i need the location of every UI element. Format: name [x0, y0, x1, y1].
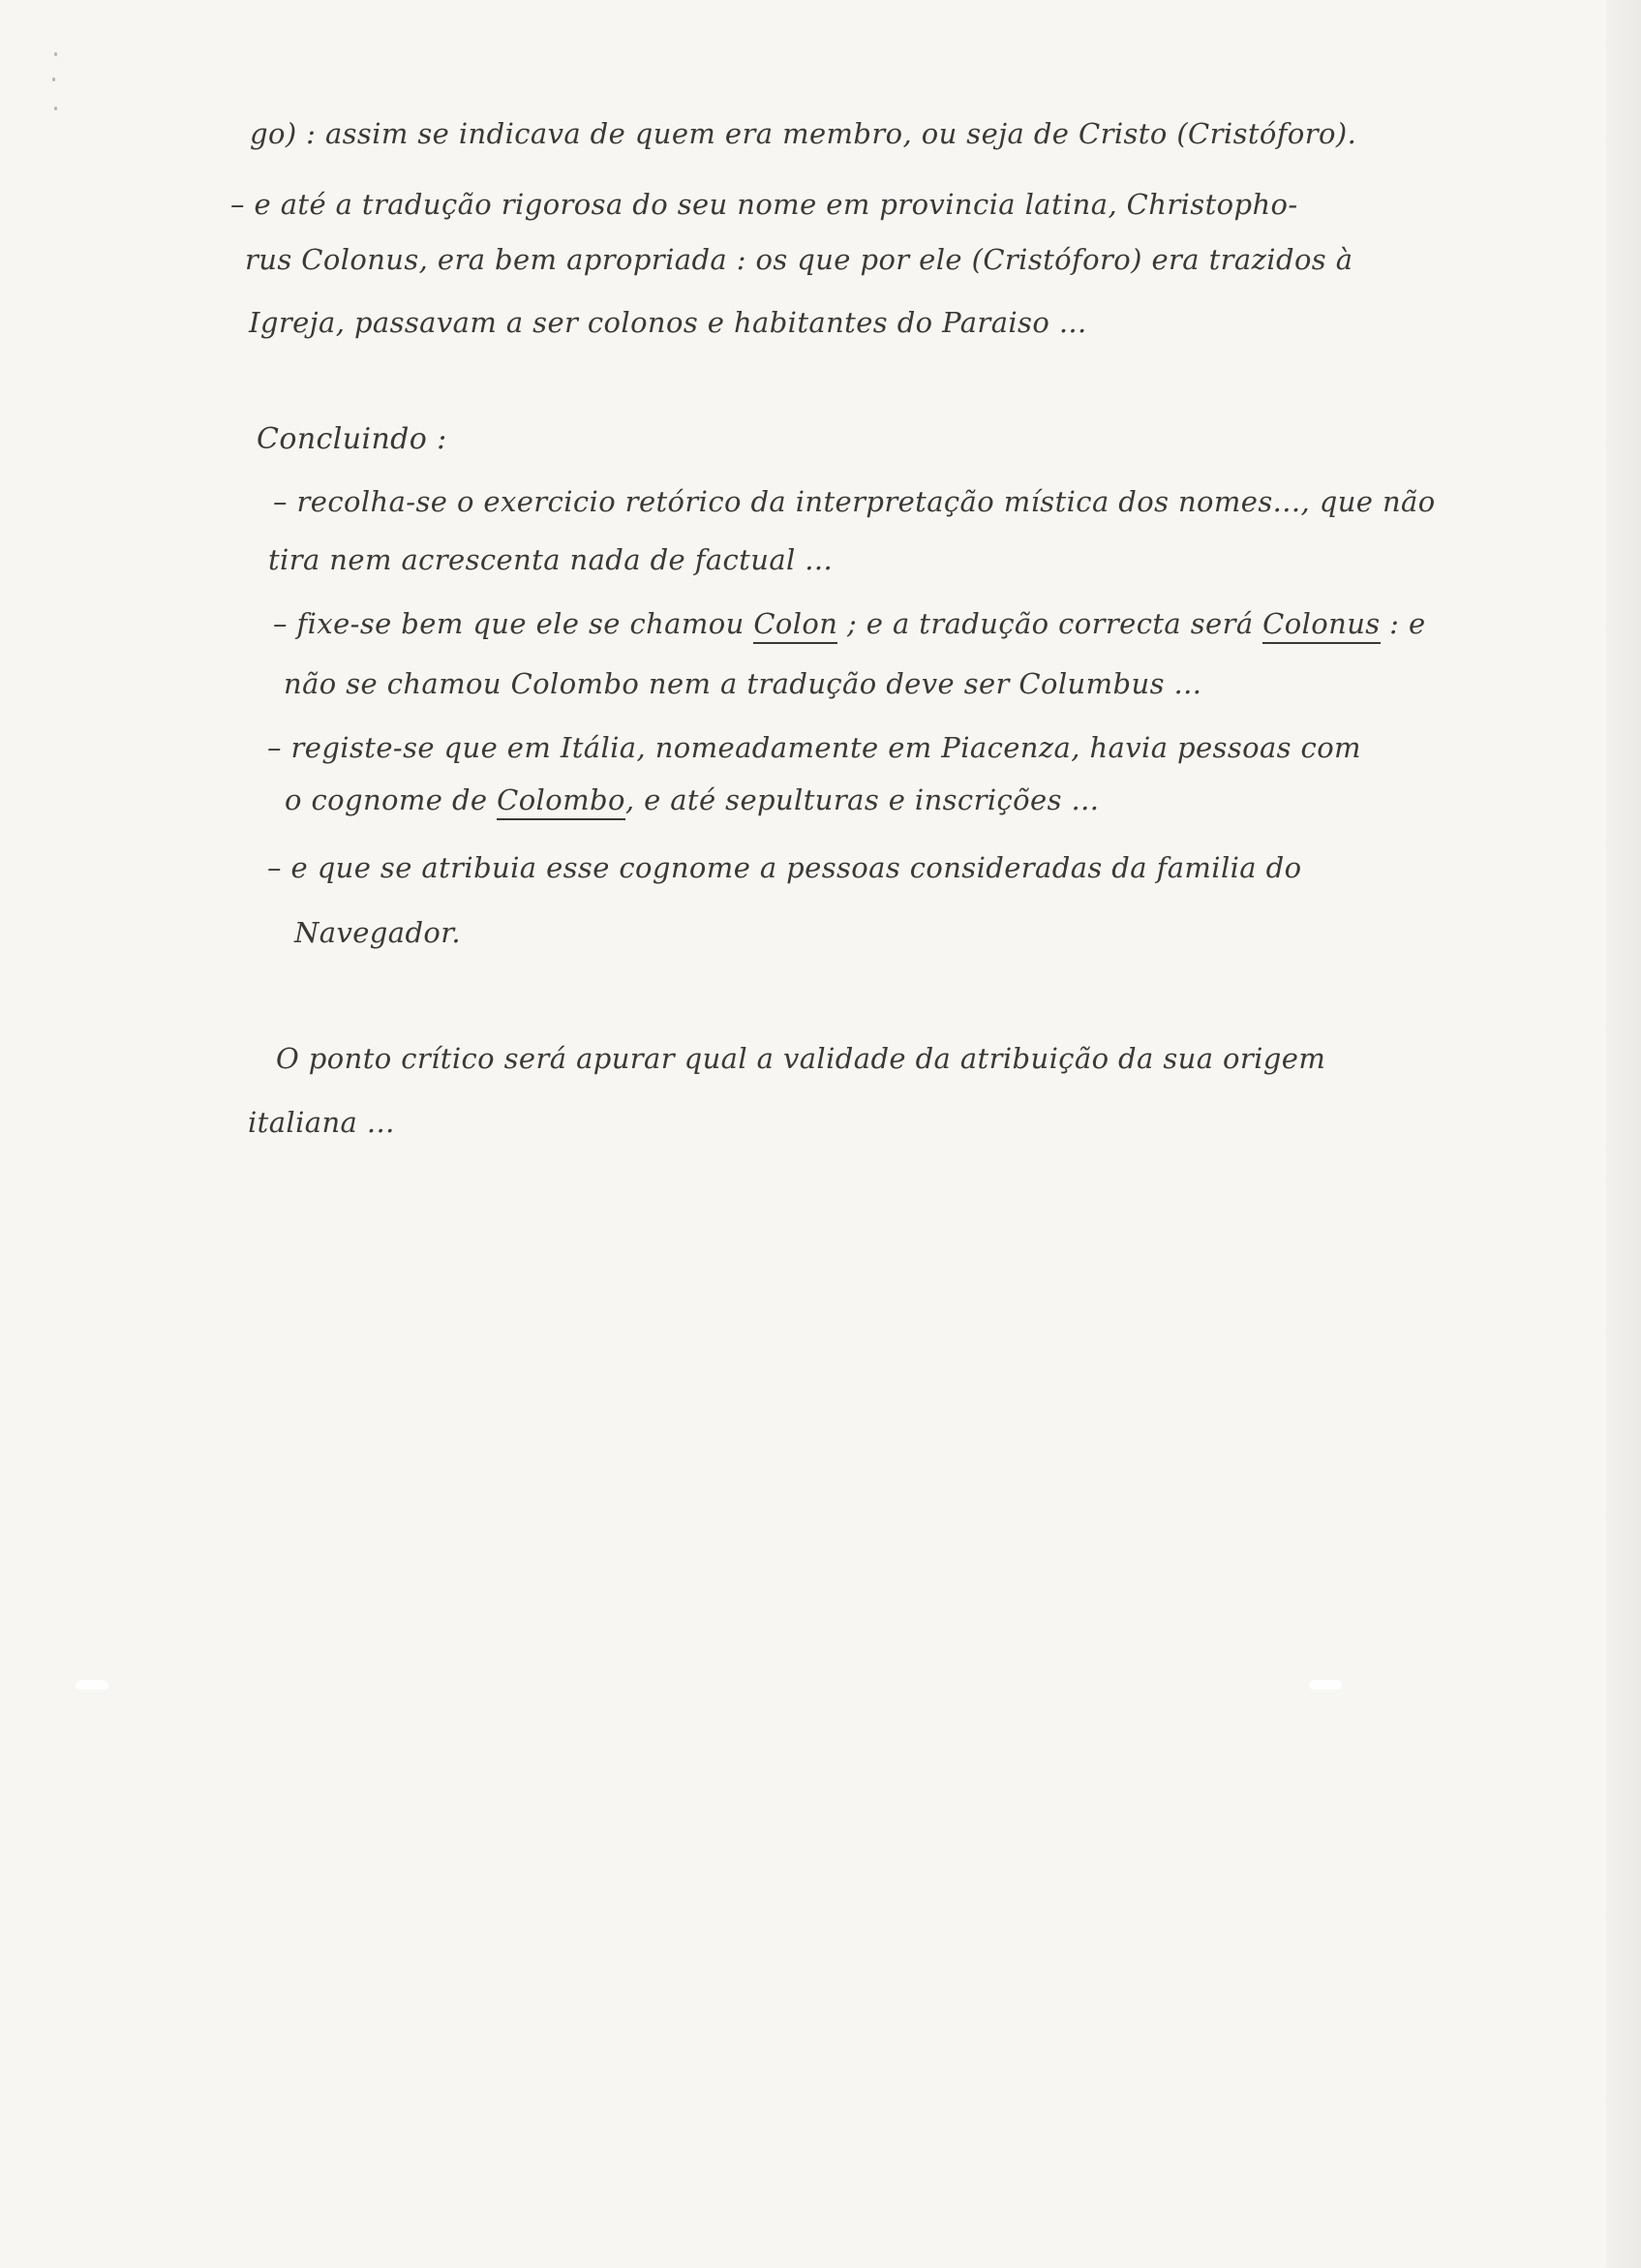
name-colon: Colon	[753, 607, 837, 644]
conclusion-heading: Concluindo :	[257, 422, 447, 456]
final-line-1: O ponto crítico será apurar qual a validade da atribuição da sua origem	[276, 1042, 1326, 1075]
intro-line-1: go) : assim se indicava de quem era membro, ou seja de Cristo (Cristóforo).	[250, 117, 1357, 150]
name-colonus: Colonus	[1262, 607, 1380, 644]
bullet-3-line-2	[285, 782, 1099, 817]
bullet-2-text-start: – fixe-se bem que ele se chamou	[273, 607, 754, 640]
paper-mark	[76, 1680, 108, 1690]
final-line-2: italiana ...	[248, 1106, 395, 1139]
bullet-3-text-start: o cognome de	[285, 783, 498, 816]
paper-speck	[54, 52, 57, 56]
paper-mark	[1309, 1680, 1342, 1690]
intro-line-2: – e até a tradução rigorosa do seu nome em provincia latina, Christopho-	[230, 188, 1298, 221]
paper-edge	[1606, 0, 1641, 2268]
bullet-2-line-2: não se chamou Colombo nem a tradução deve ser Columbus ...	[284, 667, 1202, 700]
bullet-4-line-2: Navegador.	[294, 916, 461, 949]
bullet-1-line-2: tira nem acrescenta nada de factual ...	[268, 543, 834, 576]
intro-line-3: rus Colonus, era bem apropriada : os que por ele (Cristóforo) era trazidos à	[245, 243, 1353, 276]
bullet-3-line-1: – registe-se que em Itália, nomeadamente em Piacenza, havia pessoas com	[267, 731, 1361, 764]
bullet-4-line-1: – e que se atribuia esse cognome a pessoas consideradas da familia do	[267, 851, 1302, 884]
paper-speck	[52, 77, 55, 81]
name-colombo: Colombo	[497, 783, 625, 820]
bullet-1-line-1: – recolha-se o exercicio retórico da interpretação mística dos nomes..., que não	[273, 485, 1436, 518]
bullet-2-line-1	[273, 606, 1426, 641]
paper-speck	[54, 107, 57, 110]
bullet-2-text-end: : e	[1380, 607, 1426, 640]
intro-line-4: Igreja, passavam a ser colonos e habitantes do Paraiso ...	[249, 306, 1087, 339]
bullet-3-text-end: , e até sepulturas e inscrições ...	[624, 783, 1100, 816]
bullet-2-text-middle: ; e a tradução correcta será	[837, 607, 1263, 640]
